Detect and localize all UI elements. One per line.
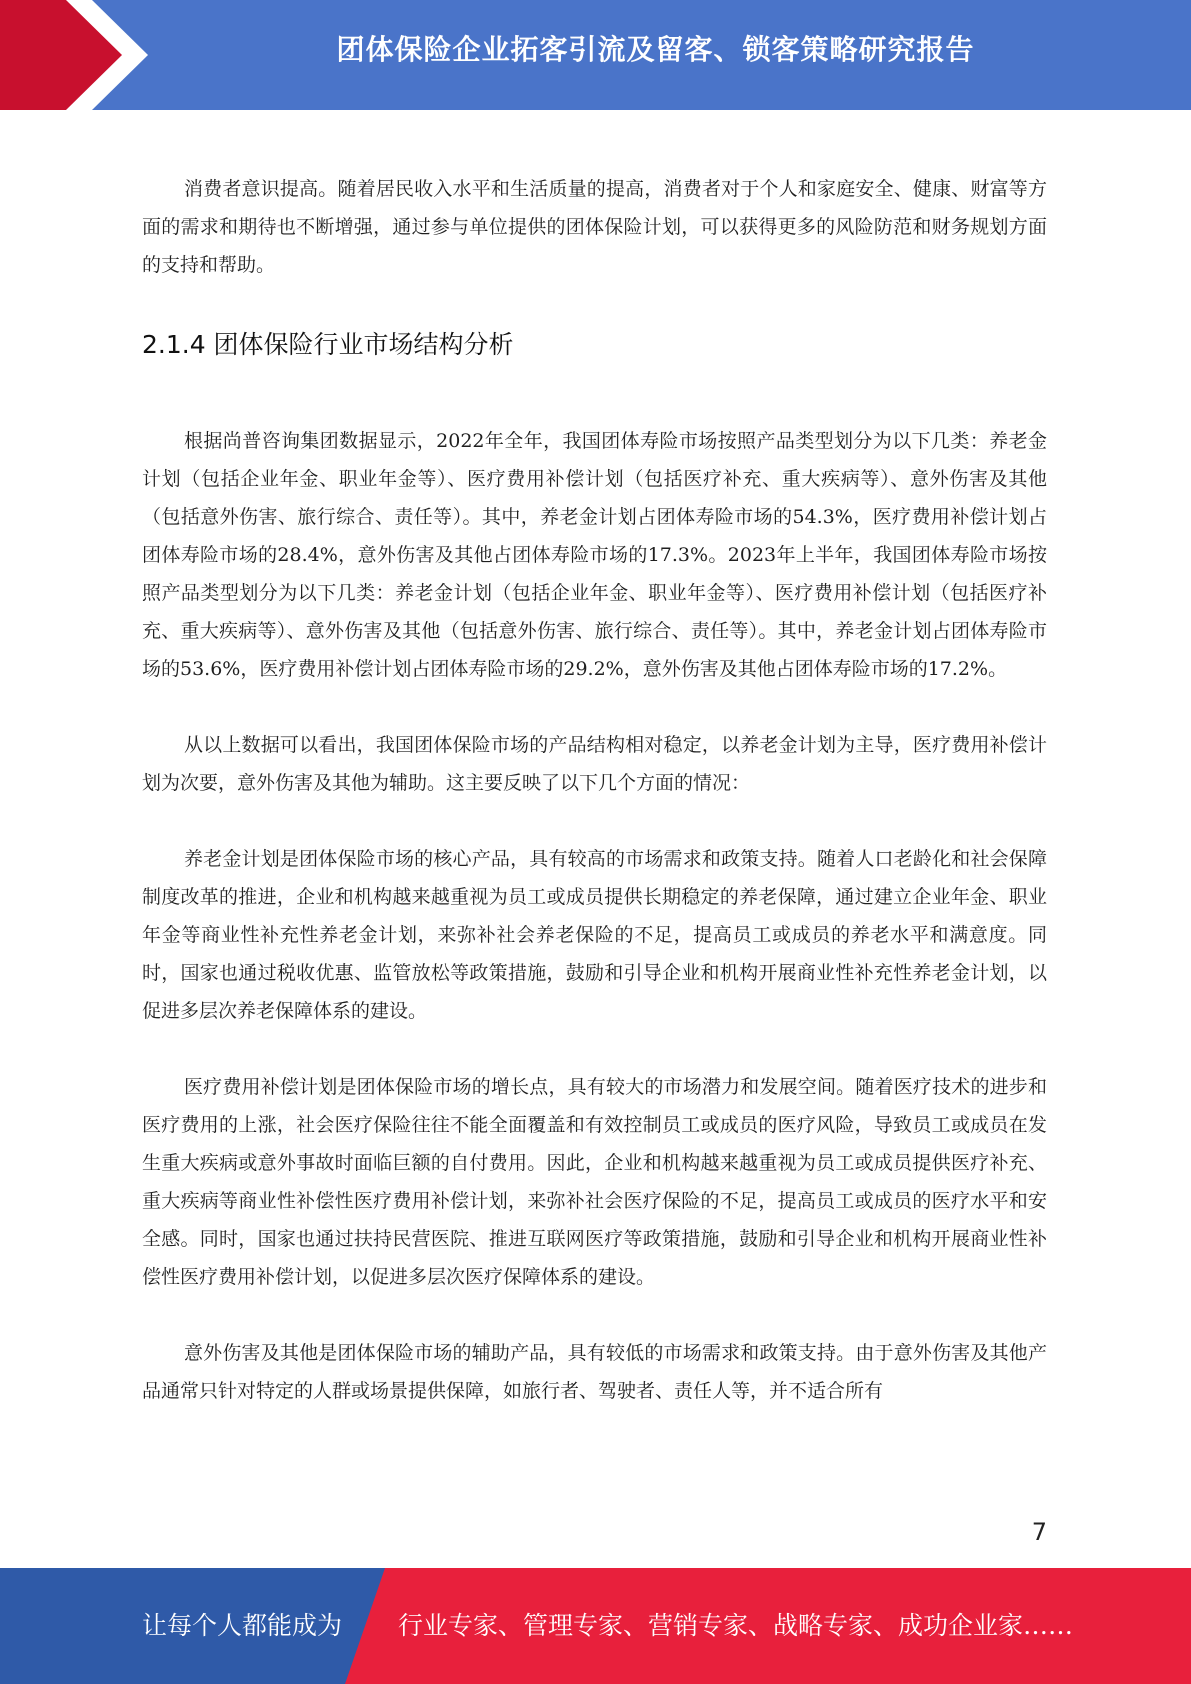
report-title: 团体保险企业拓客引流及留客、锁客策略研究报告 bbox=[336, 33, 975, 66]
page-number: 7 bbox=[1031, 1518, 1047, 1546]
section-heading: 2.1.4 团体保险行业市场结构分析 bbox=[142, 330, 514, 359]
header-chevron-icon bbox=[0, 0, 160, 110]
footer-slogan-right: 行业专家、管理专家、营销专家、战略专家、成功企业家…… bbox=[398, 1611, 1074, 1640]
paragraph-consumer-awareness: 消费者意识提高。随着居民收入水平和生活质量的提高，消费者对于个人和家庭安全、健康、财富等方面的需求和期待也不断增强，通过参与单位提供的团体保险计划，可以获得更多的风险防范和财务规划方面的支持和帮助。 bbox=[142, 178, 1047, 276]
paragraph-market-data: 根据尚普咨询集团数据显示，2022年全年，我国团体寿险市场按照产品类型划分为以下几类：养老金计划（包括企业年金、职业年金等）、医疗费用补偿计划（包括医疗补充、重大疾病等）、意外伤害及其他（包括意外伤害、旅行综合、责任等）。其中，养老金计划占团体寿险市场的54.3%，医疗费用补偿计划占团体寿险市场的28.4%，意外伤害及其他占团体寿险市场的17.3%。2023年上半年，我国团体寿险市场按照产品类型划分为以下几类：养老金计划（包括企业年金、职业年金等）、医疗费用补偿计划（包括医疗补充、重大疾病等）、意外伤害及其他（包括意外伤害、旅行综合、责任等）。其中，养老金计划占团体寿险市场的53.6%，医疗费用补偿计划占团体寿险市场的29.2%，意外伤害及其他占团体寿险市场的17.2%。 bbox=[142, 430, 1047, 680]
paragraph-pension-plans: 养老金计划是团体保险市场的核心产品，具有较高的市场需求和政策支持。随着人口老龄化和社会保障制度改革的推进，企业和机构越来越重视为员工或成员提供长期稳定的养老保障，通过建立企业年金、职业年金等商业性补充性养老金计划，来弥补社会养老保险的不足，提高员工或成员的养老水平和满意度。同时，国家也通过税收优惠、监管放松等政策措施，鼓励和引导企业和机构开展商业性补充性养老金计划，以促进多层次养老保障体系的建设。 bbox=[142, 848, 1047, 1022]
document-body bbox=[142, 170, 1047, 1410]
paragraph-medical-plans: 医疗费用补偿计划是团体保险市场的增长点，具有较大的市场潜力和发展空间。随着医疗技术的进步和医疗费用的上涨，社会医疗保险往往不能全面覆盖和有效控制员工或成员的医疗风险，导致员工或成员在发生重大疾病或意外事故时面临巨额的自付费用。因此，企业和机构越来越重视为员工或成员提供医疗补充、重大疾病等商业性补偿性医疗费用补偿计划，来弥补社会医疗保险的不足，提高员工或成员的医疗水平和安全感。同时，国家也通过扶持民营医院、推进互联网医疗等政策措施，鼓励和引导企业和机构开展商业性补偿性医疗费用补偿计划，以促进多层次医疗保障体系的建设。 bbox=[142, 1076, 1047, 1288]
page-header bbox=[0, 0, 1191, 110]
page-footer bbox=[0, 1568, 1191, 1684]
paragraph-accident-plans: 意外伤害及其他是团体保险市场的辅助产品，具有较低的市场需求和政策支持。由于意外伤害及其他产品通常只针对特定的人群或场景提供保障，如旅行者、驾驶者、责任人等，并不适合所有 bbox=[142, 1342, 1047, 1402]
footer-slogan-left: 让每个人都能成为 bbox=[142, 1611, 343, 1640]
paragraph-structure-summary: 从以上数据可以看出，我国团体保险市场的产品结构相对稳定，以养老金计划为主导，医疗费用补偿计划为次要，意外伤害及其他为辅助。这主要反映了以下几个方面的情况： bbox=[142, 734, 1047, 794]
